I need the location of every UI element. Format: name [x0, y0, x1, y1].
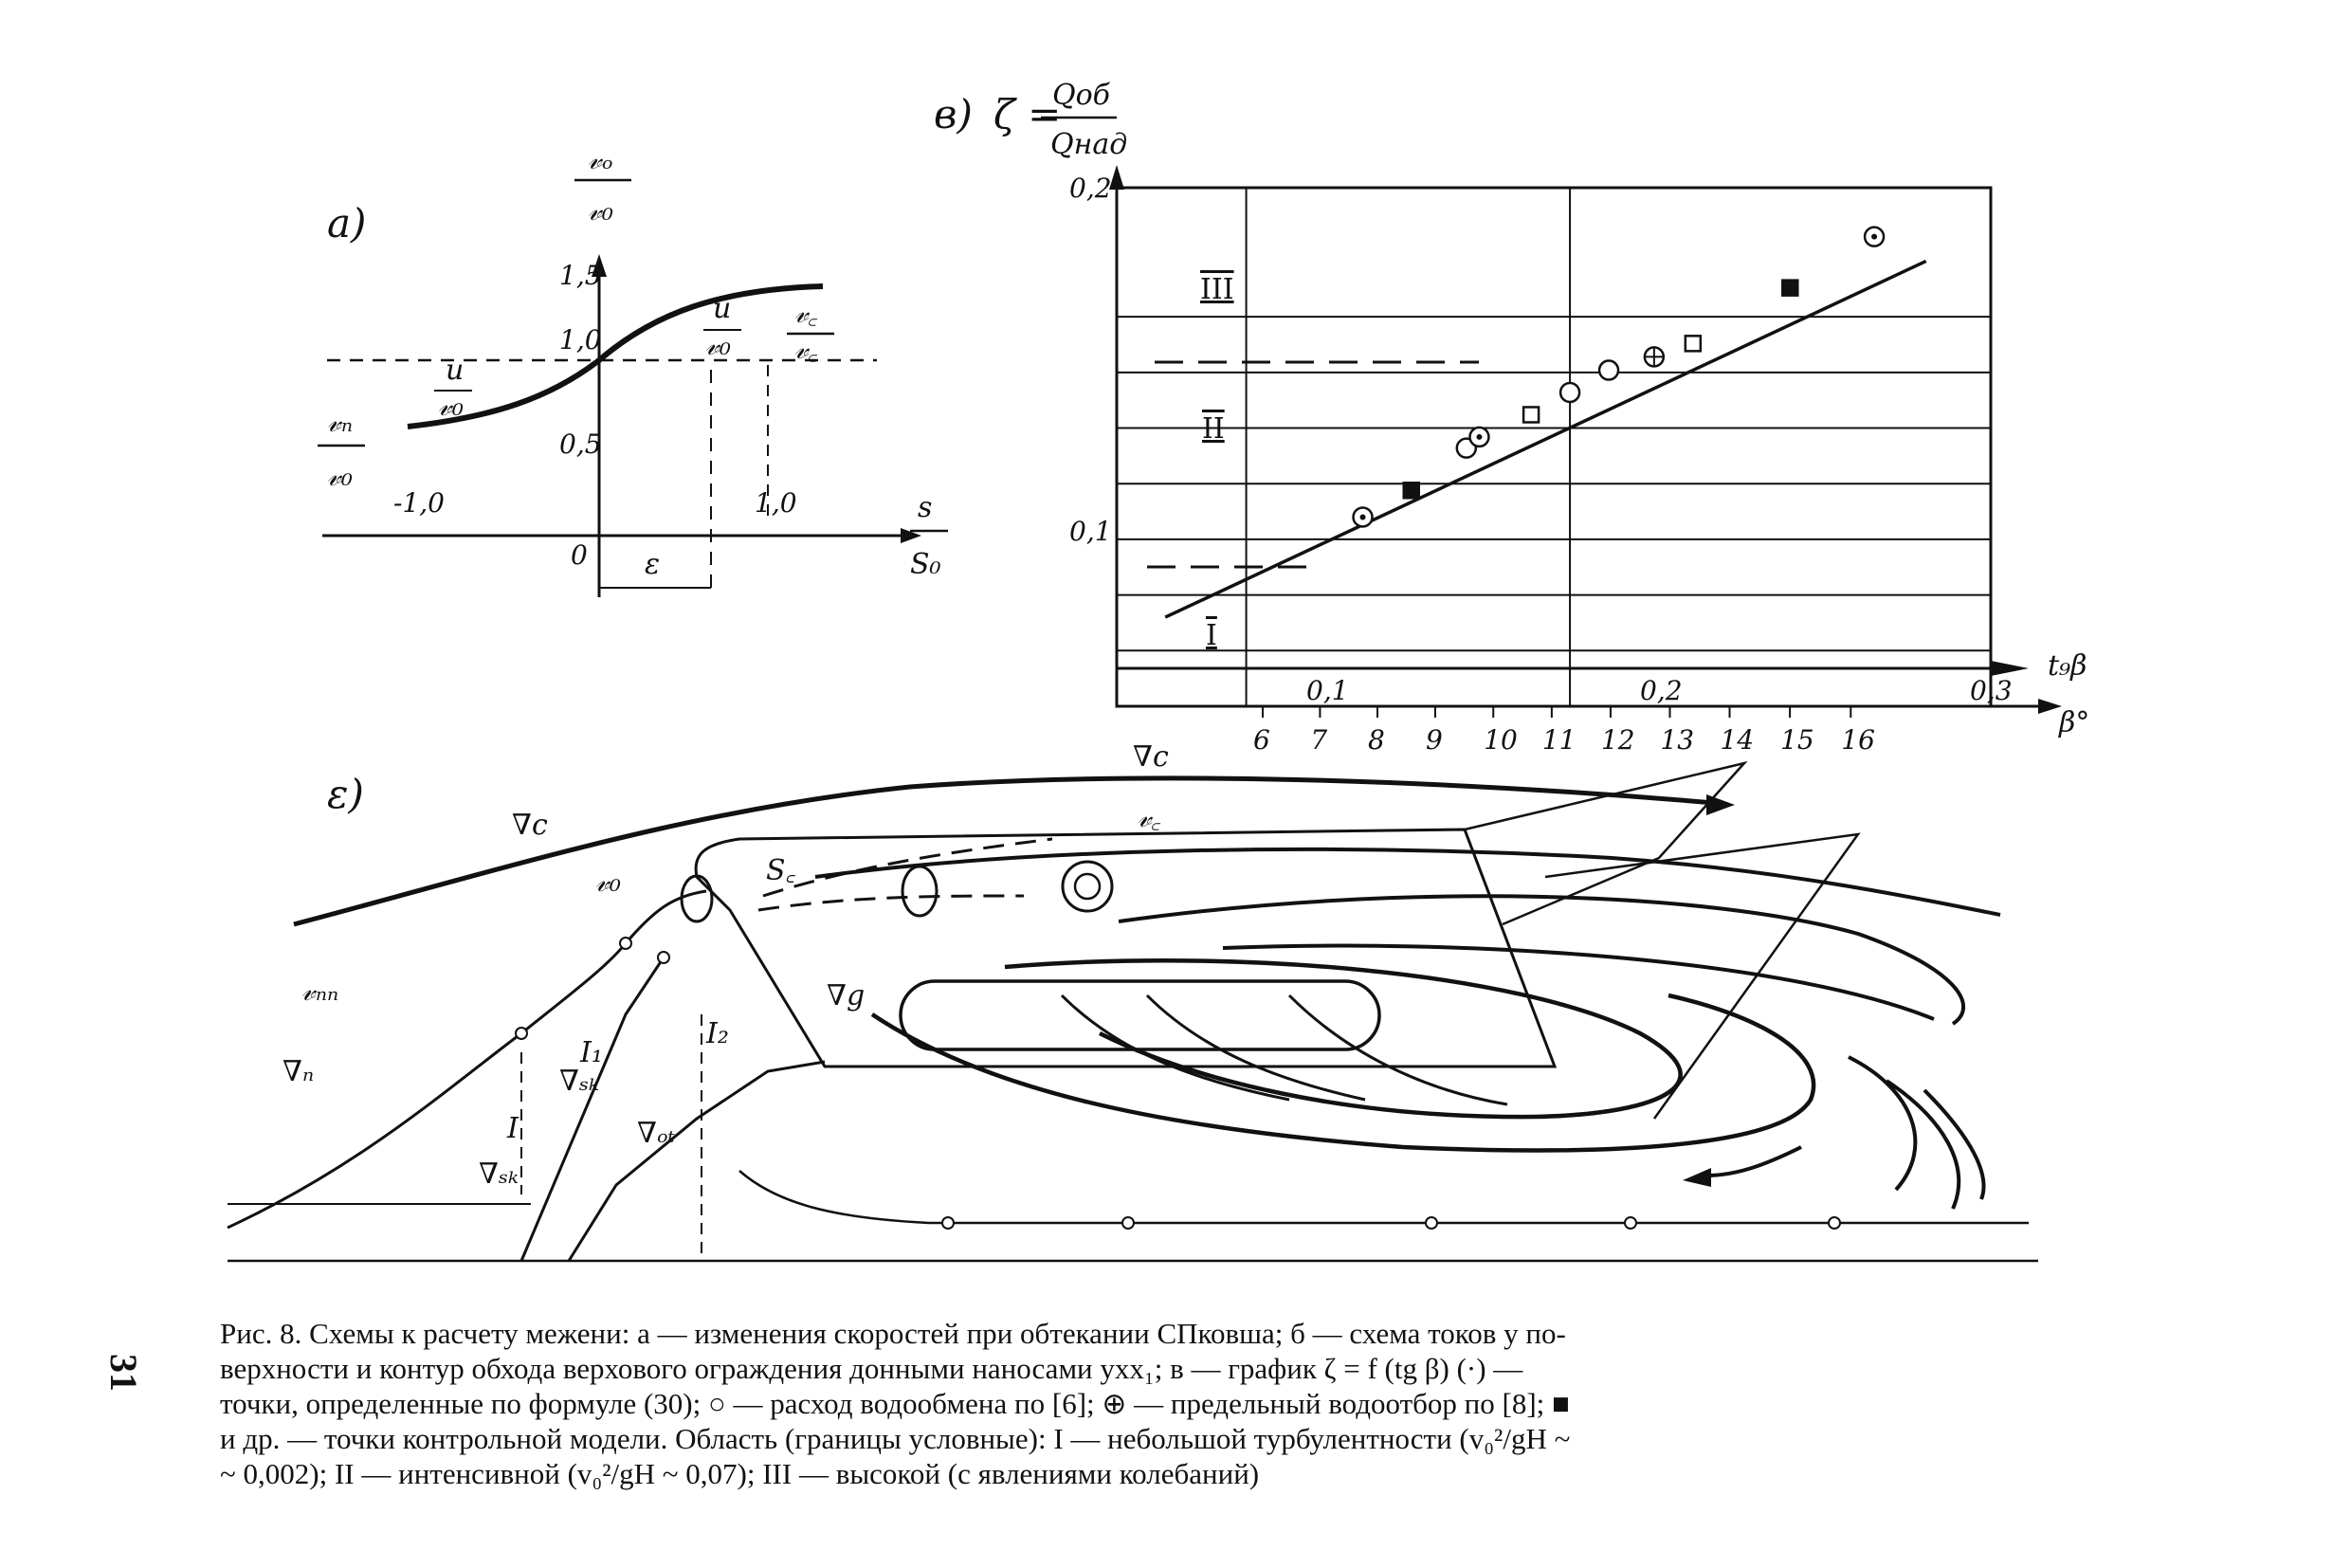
panel-b-fit-line	[1165, 261, 1925, 617]
panel-a-eps-label: ε	[645, 548, 661, 581]
panel-b-data-point	[1599, 361, 1618, 380]
panel-c-marker	[658, 952, 669, 963]
panel-b-ratio-top: Qоб	[1052, 79, 1110, 112]
page-number: 31	[102, 1354, 145, 1392]
panel-b-plot-frame	[1117, 188, 1991, 706]
panel-b-xlabel-beta: β°	[2059, 706, 2090, 739]
panel-a-u2-top: u	[446, 354, 465, 387]
panel-b-region-label: II	[1202, 412, 1225, 446]
panel-a-u2-bottom: 𝓋₀	[438, 390, 464, 423]
panel-c-label-item: 𝓋꜀	[1138, 801, 1161, 834]
panel-b-ytick: 0,2	[1069, 173, 1112, 204]
panel-c-marker	[620, 938, 631, 949]
panel-c-label-item: ∇ₙ	[282, 1055, 315, 1088]
panel-c-arrow	[1683, 1168, 1711, 1187]
panel-c	[228, 740, 2038, 1261]
panel-b-data-point	[1686, 336, 1701, 351]
panel-b-xtick-beta: 9	[1425, 724, 1443, 756]
panel-a-right-top: 𝓋꜀	[794, 297, 818, 330]
panel-b-xtick-beta: 10	[1484, 724, 1518, 756]
panel-b-xlabel-tg: t₉β	[2048, 649, 2087, 683]
panel-b-xtick-beta: 13	[1660, 724, 1695, 756]
panel-c-label-item: ∇ₛₖ	[479, 1158, 519, 1191]
caption-line: верхности и контур обхода верхового ограждения донными наносами ухх₁; в — график ζ = f (tg β) (·) —	[220, 1352, 1523, 1385]
caption-line: и др. — точки контрольной модели. Область (границы условные): I — небольшой турбулентности (v₀²/gH ~	[220, 1422, 1571, 1455]
panel-c-label-item: S꜀	[766, 854, 795, 887]
panel-c-label-item: I	[507, 1112, 519, 1145]
panel-c-marker	[1829, 1217, 1840, 1229]
panel-c-marker	[1625, 1217, 1636, 1229]
panel-b-xtick-beta: 11	[1541, 724, 1576, 756]
panel-c-vortex	[902, 866, 937, 916]
panel-c-flow-line	[1062, 995, 1289, 1100]
panel-b-xtick-beta: 7	[1310, 724, 1328, 756]
panel-a-ytick: 0,5	[559, 428, 602, 460]
panel-c-flow-line-outer	[294, 778, 1725, 924]
panel-b-data-point-center	[1360, 514, 1366, 520]
panel-a-ytick: 1,0	[559, 324, 602, 356]
panel-b-region-label: I	[1206, 619, 1217, 652]
panel-c-label: ε)	[327, 771, 364, 817]
panel-c-flow-line	[1147, 995, 1365, 1100]
panel-c-bottom-line	[739, 1171, 2029, 1223]
panel-a-xtick: 1,0	[755, 487, 797, 519]
panel-b-x-arrow	[1991, 661, 2029, 676]
panel-c-marker	[1426, 1217, 1437, 1229]
panel-b-data-point-center	[1476, 434, 1482, 440]
caption-line: Рис. 8. Схемы к расчету межени: а — изменения скоростей при обтекании СПковша; б — схема токов у по-	[220, 1317, 1566, 1350]
panel-a-ylabel-top: 𝓋ₒ	[588, 143, 613, 176]
panel-b-region-label: III	[1200, 273, 1234, 306]
panel-c-label-item: ∇g	[827, 979, 866, 1012]
panel-c-eddy-outer	[872, 995, 1813, 1150]
panel-c-flow-line	[1924, 1090, 1984, 1199]
panel-b-data-point	[1560, 383, 1579, 402]
panel-c-guide-wall	[521, 957, 664, 1261]
panel-b-grid	[1117, 188, 1991, 706]
panel-a-velocity-curve	[408, 286, 823, 427]
panel-c-marker	[942, 1217, 954, 1229]
panel-c-label-item: 𝓋₀	[595, 866, 621, 899]
panel-b-xtick-beta: 6	[1253, 724, 1270, 756]
panel-a-left-bottom: 𝓋₀	[327, 460, 353, 493]
panel-a-left-top: 𝓋ₙ	[327, 406, 353, 439]
panel-b-data-point	[1523, 407, 1539, 422]
caption-line: точки, определенные по формуле (30); ○ — расход водообмена по [6]; ⊕ — предельный водоотбор по [8]; ■	[220, 1387, 1570, 1420]
panel-b-xtick-tg: 0,2	[1640, 675, 1683, 706]
panel-b-data-point-center	[1871, 234, 1877, 240]
panel-c-guide-wall	[569, 1062, 825, 1261]
panel-c-vortex	[1063, 862, 1112, 911]
panel-a-u-bottom: 𝓋₀	[705, 329, 731, 362]
panel-b-xtick-tg: 0,1	[1306, 675, 1349, 706]
panel-a-ytick: 1,5	[559, 260, 602, 291]
panel-c-dashed-flow	[758, 896, 1024, 910]
panel-a-xlabel-top: s	[918, 491, 933, 524]
panel-b-ratio-bottom: Qнад	[1050, 128, 1128, 161]
panel-c-label-item: ∇ₛₖ	[559, 1065, 599, 1098]
panel-b-beta-ticks	[1253, 706, 1875, 756]
panel-a-label: а)	[327, 200, 367, 246]
panel-a-ylabel-bottom: 𝓋₀	[588, 194, 613, 228]
panel-c-marker	[516, 1028, 527, 1039]
panel-b-xtick-tg: 0,3	[1970, 675, 2013, 706]
panel-c-label-item: ∇c	[1133, 740, 1169, 774]
panel-c-marker	[1122, 1217, 1134, 1229]
panel-b-data-point	[1404, 483, 1419, 498]
panel-b-xtick-beta: 12	[1600, 724, 1635, 756]
panel-b-xtick-beta: 8	[1368, 724, 1385, 756]
figure-caption	[220, 1316, 2078, 1491]
panel-a-xtick: 0	[571, 539, 588, 571]
panel-c-flow-line	[1706, 1147, 1801, 1176]
panel-a-right-bottom: 𝓋꜀	[794, 333, 818, 366]
panel-c-vortex	[682, 876, 712, 921]
panel-c-vortex	[1075, 874, 1100, 899]
panel-b-ytick: 0,1	[1069, 516, 1112, 547]
panel-c-label-item: I₂	[706, 1017, 729, 1050]
panel-b-xtick-beta: 14	[1720, 724, 1755, 756]
panel-c-label-item: ∇c	[512, 809, 548, 842]
panel-c-label-item: ∇ₒₜ	[637, 1117, 675, 1150]
panel-b	[934, 79, 2089, 756]
panel-c-label-item: 𝓋ₙₙ	[301, 975, 339, 1008]
caption-line: ~ 0,002); II — интенсивной (v₀²/gH ~ 0,07); III — высокой (с явлениями колебаний)	[220, 1457, 1260, 1490]
panel-c-arrow	[1706, 794, 1735, 815]
panel-b-data-point	[1782, 281, 1797, 296]
panel-a	[318, 143, 948, 597]
panel-b-xtick-beta: 15	[1780, 724, 1814, 756]
panel-a-xlabel-bottom: S₀	[910, 548, 941, 581]
panel-c-label-item: I₁	[580, 1036, 603, 1069]
panel-c-flow-line	[1849, 1057, 1915, 1190]
panel-b-xtick-beta: 16	[1841, 724, 1875, 756]
panel-a-u-top: u	[713, 292, 732, 325]
panel-b-chart	[1165, 228, 1925, 617]
panel-c-island	[901, 981, 1379, 1049]
panel-a-xtick: -1,0	[393, 487, 445, 519]
panel-b-ylabel: ζ =	[993, 91, 1062, 137]
panel-b-label: в)	[934, 91, 973, 137]
